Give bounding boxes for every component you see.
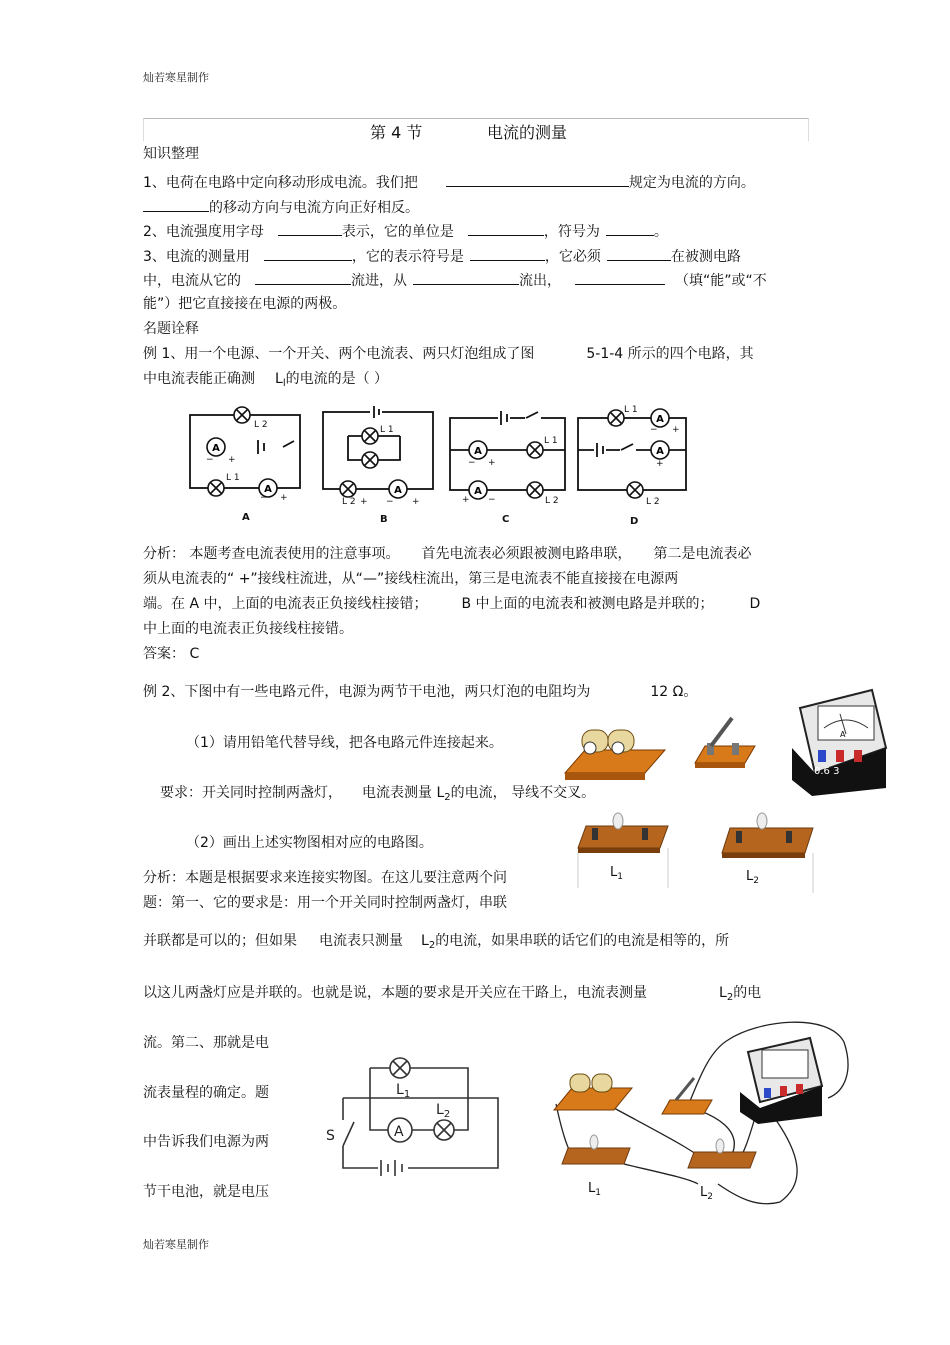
circuit-label-a: A (242, 512, 250, 523)
blank[interactable] (607, 246, 671, 261)
example-2-requirement: 要求：开关同时控制两盏灯， 电流表测量 $L_2$的电流， 导线不交叉。 (160, 785, 596, 803)
analysis-1-line-4: 中上面的电流表正负接线柱接错。 (143, 621, 353, 637)
blank[interactable] (278, 221, 342, 236)
svg-text:+: + (228, 455, 236, 465)
svg-text:+: + (412, 497, 420, 507)
blank[interactable] (446, 172, 629, 187)
analysis-2-line-2: 题：第一、它的要求是：用一个开关同时控制两盏灯，串联 (143, 895, 507, 911)
svg-text:L 2: L 2 (545, 496, 559, 506)
physical-components-figure (560, 688, 900, 898)
example-2-part-2: （2）画出上述实物图相对应的电路图。 (186, 835, 433, 851)
svg-text:L 2: L 2 (646, 497, 660, 507)
svg-text:+: + (462, 495, 470, 505)
example-1-line-2: 中电流表能正确测 $L_l$的电流的是（ ） (143, 371, 389, 389)
svg-text:−: − (386, 497, 394, 507)
svg-text:L 1: L 1 (380, 425, 394, 435)
blank[interactable] (255, 270, 351, 285)
section-number: 第 4 节 (370, 123, 423, 142)
blank[interactable] (264, 246, 352, 261)
question-2: 2、电流强度用字母 表示，它的单位是 ，符号为 。 (143, 221, 668, 241)
svg-text:−: − (650, 425, 658, 435)
lamp-1-label: $L_1$ (610, 865, 623, 882)
title-frame (143, 118, 809, 141)
svg-text:−: − (468, 458, 476, 468)
schematic-l1-label: $L_1$ (396, 1082, 411, 1100)
svg-text:A: A (840, 730, 846, 739)
connected-lamp-1-label: $L_1$ (588, 1181, 601, 1198)
svg-text:+: + (360, 497, 368, 507)
meter-scale-label: 0.6 3 (814, 766, 840, 777)
svg-text:L 1: L 1 (544, 436, 558, 446)
schematic-ammeter-label: A (394, 1124, 404, 1140)
example-1-line-1: 例 1、用一个电源、一个开关、两个电流表、两只灯泡组成了图 5-1-4 所示的四个电路，其 (143, 346, 754, 362)
blank[interactable] (143, 197, 209, 212)
schematic-l2-label: $L_2$ (436, 1102, 451, 1120)
analysis-2-line-7: 中告诉我们电源为两 (143, 1134, 269, 1150)
circuit-label-b: B (380, 514, 388, 525)
connected-components-figure (548, 1012, 858, 1214)
footer-note: 灿若寒星制作 (143, 1238, 209, 1251)
page-title: 电流的测量 (487, 123, 568, 142)
answer-1: 答案： C (143, 646, 200, 662)
question-3-line-2: 中，电流从它的 流进，从 流出， （填“能”或“不 (143, 270, 767, 290)
blank[interactable] (606, 221, 654, 236)
analysis-1-line-3: 端。在 A 中，上面的电流表正负接线柱接错； B 中上面的电流表和被测电路是并联的； D (143, 596, 761, 612)
circuit-label-c: C (502, 514, 510, 525)
schematic-switch-label: S (326, 1128, 335, 1144)
question-3-line-3: 能”）把它直接接在电源的两极。 (143, 296, 347, 312)
analysis-1-line-2: 须从电流表的“ +”接线柱流进，从“—”接线柱流出，第三是电流表不能直接接在电源两 (143, 571, 679, 587)
blank[interactable] (468, 221, 544, 236)
blank[interactable] (413, 270, 519, 285)
svg-text:−: − (488, 495, 496, 505)
svg-text:+: + (280, 493, 288, 503)
svg-text:L 1: L 1 (226, 473, 240, 483)
analysis-2-line-5: 流。第二、那就是电 (143, 1035, 269, 1051)
lamp-2-label: $L_2$ (746, 869, 759, 886)
svg-text:−: − (260, 493, 268, 503)
svg-text:L 2: L 2 (342, 497, 356, 507)
analysis-1-line-1: 分析： 本题考查电流表使用的注意事项。 首先电流表必须跟被测电路串联， 第二是电流表必 (143, 546, 752, 562)
svg-text:L 1: L 1 (624, 405, 638, 415)
connected-lamp-2-label: $L_2$ (700, 1185, 713, 1202)
analysis-2-line-8: 节干电池，就是电压 (143, 1184, 269, 1200)
question-1-line-1: 1、电荷在电路中定向移动形成电流。我们把 规定为电流的方向。 (143, 172, 755, 192)
blank[interactable] (470, 246, 545, 261)
blank[interactable] (575, 270, 665, 285)
header-note: 灿若寒星制作 (143, 71, 209, 84)
svg-text:−: − (206, 455, 214, 465)
svg-text:+: + (488, 458, 496, 468)
svg-text:L 2: L 2 (254, 420, 268, 430)
heading-examples: 名题诠释 (143, 321, 199, 337)
svg-text:+: + (656, 459, 664, 469)
question-1-line-2: 的移动方向与电流方向正好相反。 (143, 197, 419, 217)
example-2-line-1: 例 2、下图中有一些电路元件，电源为两节干电池，两只灯泡的电阻均为 12 Ω。 (143, 684, 698, 700)
circuit-options-figure: A L 2L 1 − +− + L 1L 2 + − + L 1L 2 − ++ − L 1L 2 − ++ A B C D (180, 398, 700, 533)
analysis-2-line-6: 流表量程的确定。题 (143, 1085, 269, 1101)
analysis-2-line-3: 并联都是可以的；但如果 电流表只测量 $L_2$的电流，如果串联的话它们的电流是相等的，所 (143, 933, 730, 951)
circuit-schematic (318, 1050, 508, 1175)
heading-knowledge: 知识整理 (143, 146, 199, 162)
analysis-2-line-4: 以这儿两盏灯应是并联的。也就是说，本题的要求是开关应在干路上，电流表测量 $L_2$的电 (143, 985, 762, 1003)
circuit-label-d: D (630, 516, 639, 527)
svg-text:+: + (672, 425, 680, 435)
question-3-line-1: 3、电流的测量用 ，它的表示符号是 ，它必须 在被测电路 (143, 246, 741, 266)
analysis-2-line-1: 分析：本题是根据要求来连接实物图。在这儿要注意两个问 (143, 870, 507, 886)
example-2-part-1: （1）请用铅笔代替导线，把各电路元件连接起来。 (186, 735, 503, 751)
